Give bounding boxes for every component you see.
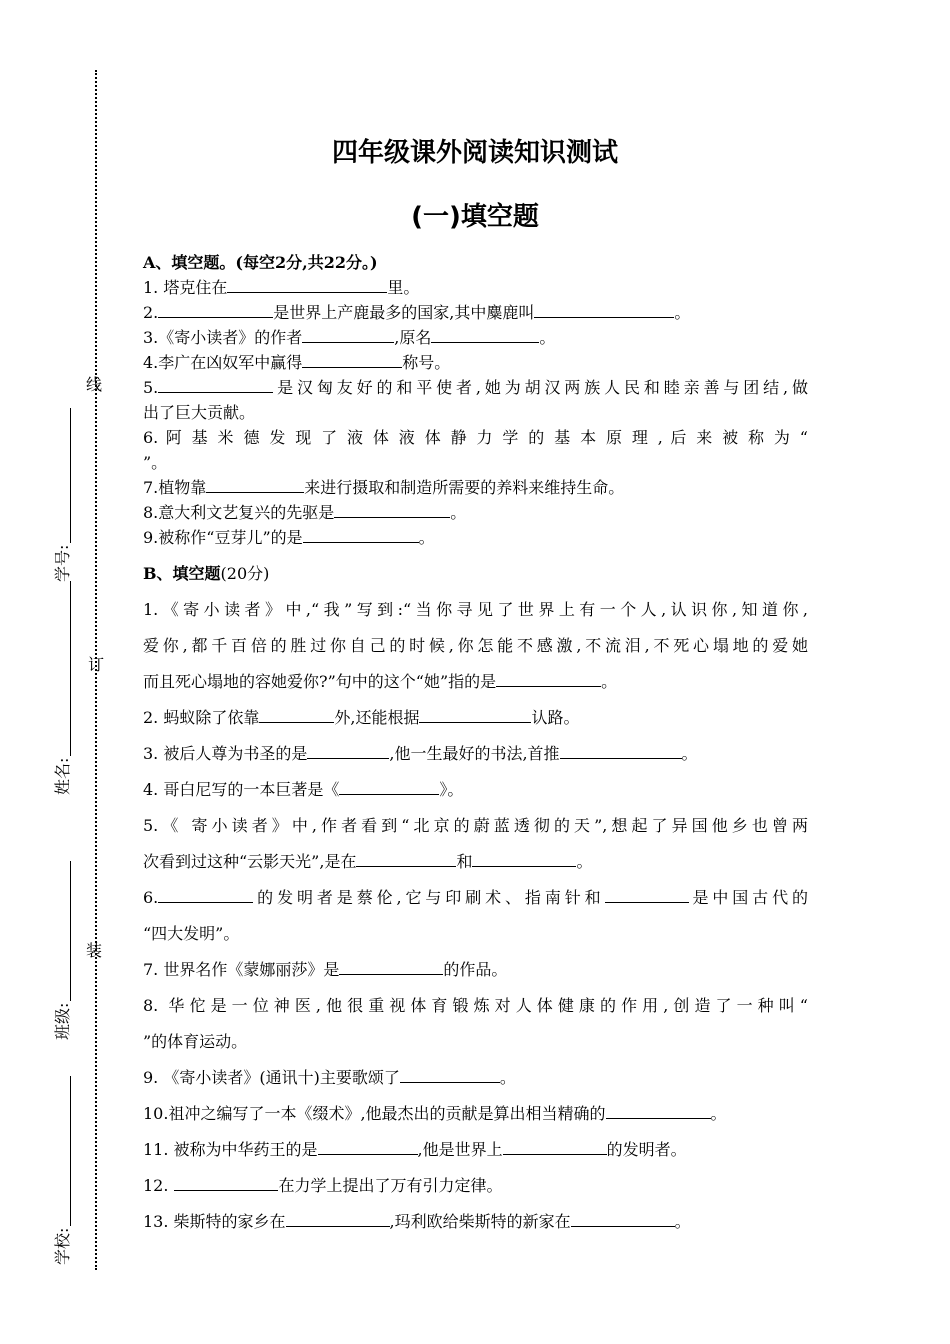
question-a5-cont: 出了巨大贡献。 <box>143 403 256 422</box>
question-text: 。 <box>674 1212 691 1231</box>
class-blank <box>56 861 71 1001</box>
answer-blank[interactable] <box>431 325 539 343</box>
question-b1: 1.《寄小读者》中,“我”写到:“当你寻见了世界上有一个人,认识你,知道你, <box>143 600 808 619</box>
question-text: 》。 <box>439 780 464 799</box>
question-b5-cont <box>143 844 808 880</box>
answer-blank[interactable] <box>158 375 273 393</box>
answer-blank[interactable] <box>307 741 389 759</box>
class-label: 班级: <box>53 1002 72 1040</box>
question-text: 2. 蚂蚁除了依靠 <box>143 708 260 727</box>
question-a5 <box>143 375 808 400</box>
question-text: 5. <box>143 378 159 397</box>
question-text: B、填空题 <box>143 564 221 583</box>
question-text: 是汉匈友好的和平使者,她为胡汉两族人民和睦亲善与团结,做 <box>273 378 808 397</box>
question-text: 10.祖冲之编写了一本《缀术》,他最杰出的贡献是算出相当精确的 <box>143 1104 606 1123</box>
mark-zhuang: 装 <box>86 941 103 960</box>
question-text: 3.《寄小读者》的作者 <box>143 328 303 347</box>
question-text: 4. 哥白尼写的一本巨著是《 <box>143 780 340 799</box>
answer-blank[interactable] <box>571 1209 675 1227</box>
question-a1 <box>143 275 808 300</box>
answer-blank[interactable] <box>339 957 443 975</box>
question-text: ,玛利欧给柴斯特的新家在 <box>389 1212 571 1231</box>
id-field <box>50 408 73 582</box>
section-a-header: A、填空题。(每空2分,共22分。) <box>143 253 378 272</box>
question-b4 <box>143 772 808 808</box>
id-blank <box>56 408 71 543</box>
question-text: 。 <box>418 528 435 547</box>
question-text: 。 <box>710 1104 727 1123</box>
question-text: 和 <box>456 852 473 871</box>
question-text: 的发明者。 <box>606 1140 687 1159</box>
question-text: 3. 被后人尊为书圣的是 <box>143 744 308 763</box>
question-text: 。 <box>674 303 691 322</box>
question-text: 次看到过这种“云影天光”,是在 <box>143 852 357 871</box>
question-text: ,他一生最好的书法,首推 <box>389 744 560 763</box>
answer-blank[interactable] <box>318 1137 418 1155</box>
question-text: 是世界上产鹿最多的国家,其中麋鹿叫 <box>273 303 535 322</box>
answer-blank[interactable] <box>419 705 531 723</box>
answer-blank[interactable] <box>356 849 456 867</box>
question-text: 。 <box>601 672 618 691</box>
question-b8-cont: ”的体育运动。 <box>143 1032 248 1051</box>
question-b9 <box>143 1060 808 1096</box>
answer-blank[interactable] <box>158 885 253 903</box>
question-text: 。 <box>499 1068 516 1087</box>
question-text: 7. 世界名作《蒙娜丽莎》是 <box>143 960 340 979</box>
question-b10 <box>143 1096 808 1132</box>
answer-blank[interactable] <box>560 741 682 759</box>
question-text: 13. 柴斯特的家乡在 <box>143 1212 286 1231</box>
question-b2 <box>143 700 808 736</box>
question-text: 2. <box>143 303 159 322</box>
question-text: 在力学上提出了万有引力定律。 <box>278 1176 503 1195</box>
question-b6 <box>143 880 808 916</box>
question-b8: 8. 华佗是一位神医,他很重视体育锻炼对人体健康的作用,创造了一种叫“ <box>143 996 808 1015</box>
question-text: 是中国古代的 <box>688 888 808 907</box>
mark-ding: 订 <box>88 655 105 674</box>
id-label: 学号: <box>53 544 72 582</box>
question-b12 <box>143 1168 808 1204</box>
answer-blank[interactable] <box>400 1065 500 1083</box>
question-a7 <box>143 475 808 500</box>
answer-blank[interactable] <box>286 1209 390 1227</box>
question-text: 6. <box>143 888 159 907</box>
question-text: 1. 塔克住在 <box>143 278 228 297</box>
question-text: 8.意大利文艺复兴的先驱是 <box>143 503 335 522</box>
question-text: 12. <box>143 1176 169 1195</box>
name-field <box>50 581 73 795</box>
question-text: 而且死心塌地的容她爱你?”句中的这个“她”指的是 <box>143 672 497 691</box>
question-text: ,他是世界上 <box>417 1140 503 1159</box>
question-text: 。 <box>450 503 467 522</box>
answer-blank[interactable] <box>472 849 576 867</box>
question-text: 的作品。 <box>443 960 508 979</box>
answer-blank[interactable] <box>174 1173 278 1191</box>
section-b <box>143 556 808 1240</box>
question-a6: 6. 阿 基 米 德 发 现 了 液 体 液 体 静 力 学 的 基 本 原 理 , 后 来 被 称 为 “ <box>143 428 808 447</box>
question-text: 。 <box>539 328 556 347</box>
question-b1-cont: 爱你,都千百倍的胜过你自己的时候,你怎能不感激,不流泪,不死心塌地的爱她 <box>143 636 808 655</box>
school-field <box>50 1076 73 1265</box>
question-text: 7.植物靠 <box>143 478 207 497</box>
question-text: 9. 《寄小读者》(通讯十)主要歌颂了 <box>143 1068 400 1087</box>
question-a6-cont: ”。 <box>143 453 168 472</box>
question-text: 认路。 <box>531 708 580 727</box>
question-a9 <box>143 525 808 550</box>
question-a2 <box>143 300 808 325</box>
answer-blank[interactable] <box>334 500 450 518</box>
question-text: 来进行摄取和制造所需要的养料来维持生命。 <box>304 478 625 497</box>
question-text: 。 <box>576 852 593 871</box>
page-title: 四年级课外阅读知识测试 <box>331 138 618 168</box>
answer-blank[interactable] <box>302 325 394 343</box>
question-text: 外,还能根据 <box>334 708 420 727</box>
answer-blank[interactable] <box>206 475 304 493</box>
answer-blank[interactable] <box>496 669 601 687</box>
section-a <box>143 250 808 550</box>
question-b3 <box>143 736 808 772</box>
question-text: 9.被称作“豆芽儿”的是 <box>143 528 303 547</box>
answer-blank[interactable] <box>302 350 402 368</box>
answer-blank[interactable] <box>606 1101 711 1119</box>
school-label: 学校: <box>53 1227 72 1265</box>
question-b7 <box>143 952 808 988</box>
question-text: 。 <box>681 744 698 763</box>
class-field <box>50 861 73 1040</box>
answer-blank[interactable] <box>158 300 273 318</box>
question-b1-end <box>143 664 808 700</box>
question-b5: 5.《 寄小读者》中,作者看到“北京的蔚蓝透彻的天”,想起了异国他乡也曾两 <box>143 816 808 835</box>
question-a8 <box>143 500 808 525</box>
answer-blank[interactable] <box>534 300 674 318</box>
question-a4 <box>143 350 808 375</box>
mark-xian: 线 <box>86 375 103 394</box>
question-b13 <box>143 1204 808 1240</box>
question-text: 4.李广在凶奴军中赢得 <box>143 353 303 372</box>
question-text: 称号。 <box>402 353 451 372</box>
section-title: (一)填空题 <box>411 202 539 232</box>
answer-blank[interactable] <box>227 275 387 293</box>
answer-blank[interactable] <box>303 525 419 543</box>
question-b6-cont: “四大发明”。 <box>143 924 240 943</box>
question-text: ,原名 <box>394 328 432 347</box>
question-text: 的发明者是蔡伦,它与印刷术、指南针和 <box>253 888 605 907</box>
answer-blank[interactable] <box>339 777 439 795</box>
answer-blank[interactable] <box>259 705 334 723</box>
question-b11 <box>143 1132 808 1168</box>
question-text: 里。 <box>387 278 420 297</box>
answer-blank[interactable] <box>605 885 689 903</box>
name-label: 姓名: <box>53 757 72 795</box>
name-blank <box>56 581 71 756</box>
question-text: 11. 被称为中华药王的是 <box>143 1140 318 1159</box>
section-b-header <box>143 556 808 592</box>
answer-blank[interactable] <box>503 1137 607 1155</box>
question-a3 <box>143 325 808 350</box>
school-blank <box>56 1076 71 1226</box>
question-text: (20分) <box>220 564 270 583</box>
